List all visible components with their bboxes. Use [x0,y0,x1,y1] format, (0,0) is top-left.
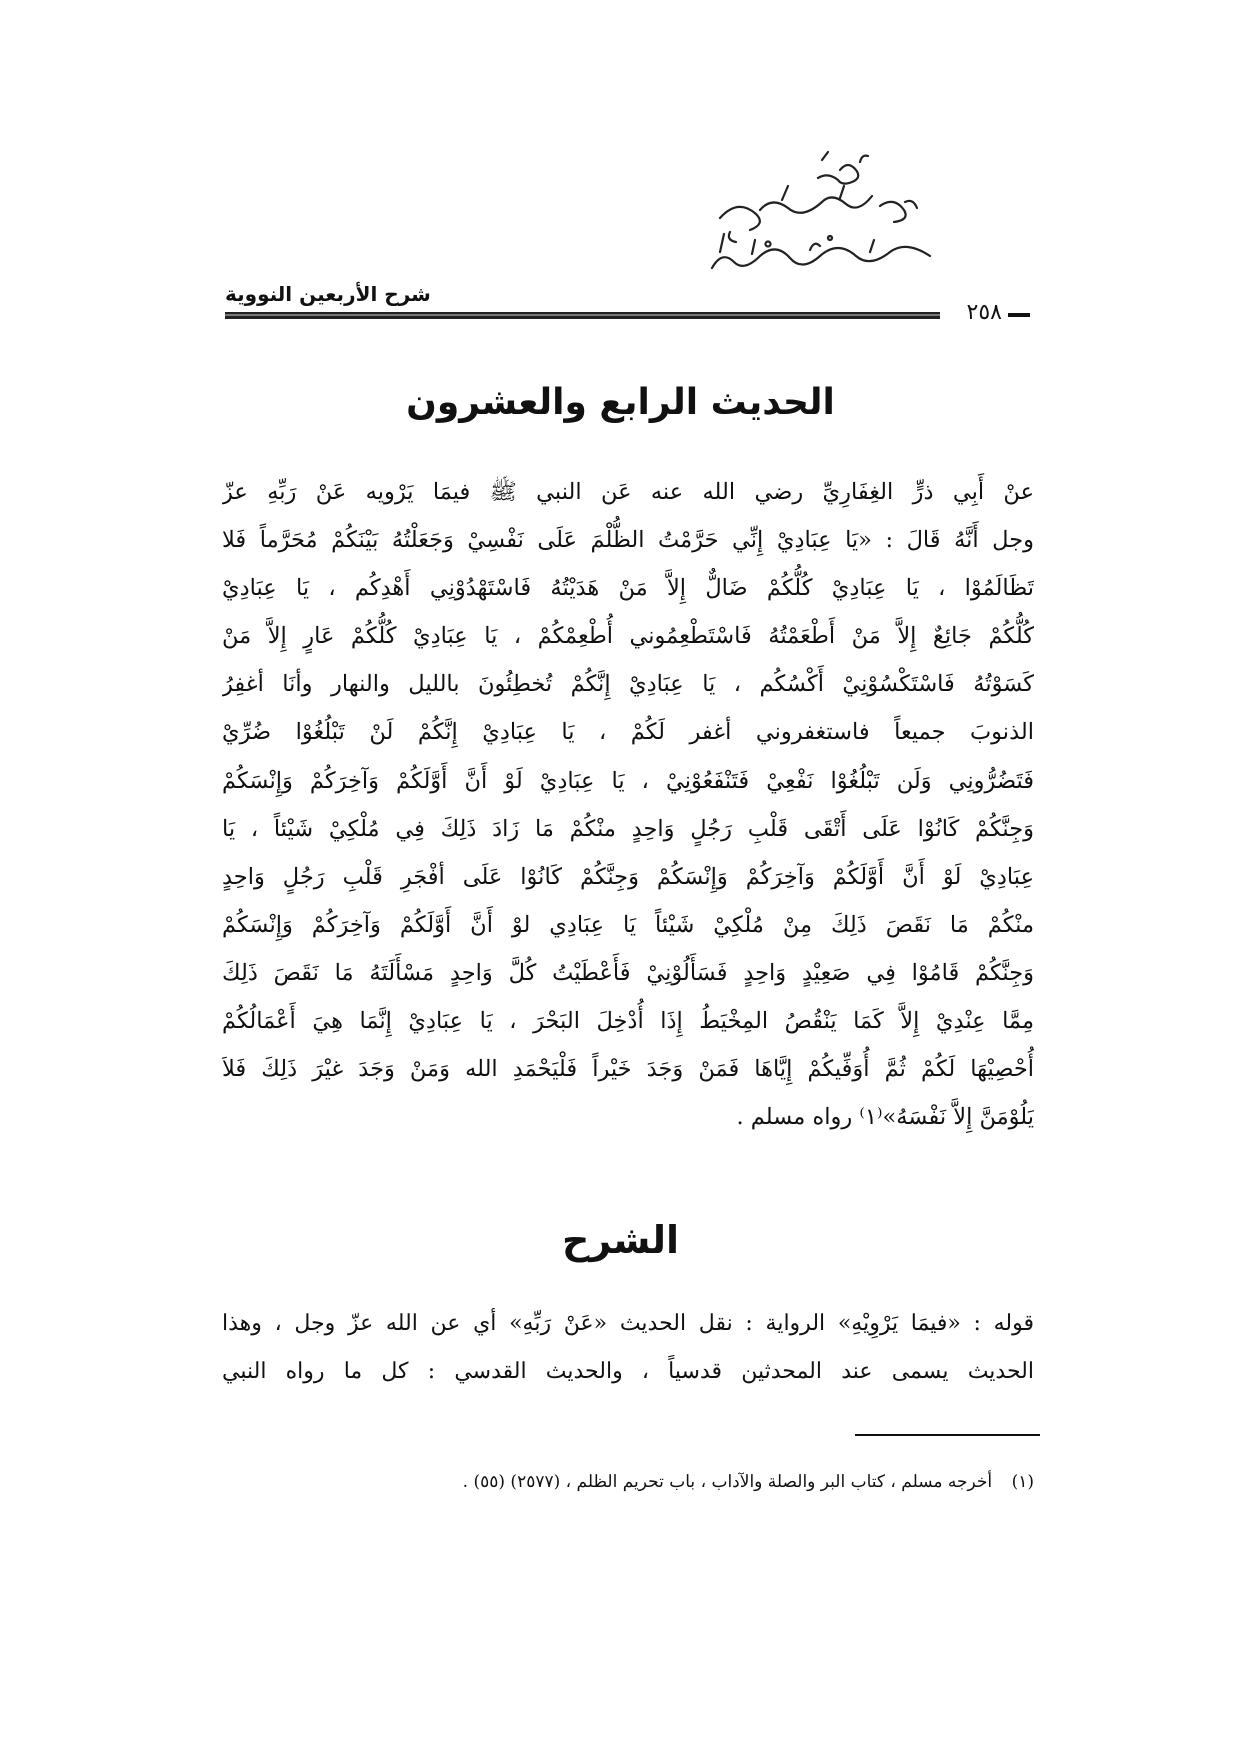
hadith-line: الذنوبَ جميعاً فاستغفروني أغفر لَكُمْ ، يَا عِبَادِيْ إِنَّكُمْ لَنْ تَبْلُغُوْا ضُرِّيْ [222,719,1034,746]
hadith-line: كُلُّكُمْ جَائِعٌ إِلاَّ مَنْ أَطْعَمْتُهُ فَاسْتَطْعِمُوني أُطْعِمْكُمْ ، يَا عِبَادِيْ كُلُّكُمْ عَارٍ إِلاَّ مَنْ [222,623,1034,650]
commentary-line: قوله : «فيمَا يَرْوِيْهِ» الرواية : نقل الحديث «عَنْ رَبِّهِ» أي عن الله عزّ وجل ، وهذا [222,1311,1034,1336]
commentary-text [222,1300,1034,1396]
hadith-line: منْكُمْ مَا نَقَصَ ذَلِكَ مِنْ مُلْكِيْ شَيْئاً يَا عِبَادِي لوْ أَنَّ أَوَّلَكُمْ وَآخِرَكُمْ وَإِنْسَكُمْ [222,911,1034,938]
hadith-line: مِمَّا عِنْدِيْ إِلاَّ كَمَا يَنْقُصُ المِخْيَطُ إِذَا أُدْخِلَ البَحْرَ ، يَا عِبَادِيْ إِنَّمَا هِيَ أَعْمَالُكُمْ [222,1008,1034,1035]
hadith-line: وَجِنَّكُمْ قَامُوْا فِي صَعِيْدٍ وَاحِدٍ فَسَأَلُوْنِيْ فَأَعْطَيْتُ كُلَّ وَاحِدٍ مَسْأَلَتَهُ مَا نَقَصَ ذَلِكَ [222,959,1034,986]
header-rule [225,312,940,319]
hadith-line: عِبَادِيْ لَوْ أَنَّ أَوَّلَكُمْ وَآخِرَكُمْ وَإِنْسَكُمْ وَجِنَّكُمْ كَانُوْا عَلَى أفْجَرِ قَلْبِ رَجُلٍ وَاحِدٍ [222,863,1034,890]
hadith-line: وجل أَنَّهُ قَالَ : «يَا عِبَادِيْ إِنِّي حَرَّمْتُ الظُّلْمَ عَلَى نَفْسِيْ وَجَعَلْتُهُ بَيْنَكُمْ مُحَرَّماً فَلا [222,527,1034,554]
footnote-text: أخرجه مسلم ، كتاب البر والصلة والآداب ، باب تحريم الظلم ، (٢٥٧٧) (٥٥) . [462,1472,993,1492]
section-heading: الشرح [562,1218,679,1262]
hadith-line: عنْ أَبِي ذرٍّ الغِفَارِيِّ رضي الله عنه عَن النبي ﷺ فيمَا يَرْويه عَنْ رَبِّهِ عزّ [222,479,1034,505]
header-rule-end [1008,313,1030,317]
footnote [222,1472,1034,1492]
page-number: ٢٥٨ [966,300,1002,325]
hadith-line: فَتَضُرُّونِي وَلَن تَبْلُغُوْا نَفْعِيْ فَتَنْفَعُوْنِيْ ، يَا عِبَادِيْ لَوْ أَنَّ أَوَّلَكُمْ وَآخِرَكُمْ وَإِنْسَكُمْ [222,767,1034,794]
hadith-line: أُحْصِيْهَا لَكُمْ ثُمَّ أُوَفِّيكُمْ إِيَّاهَا فَمَنْ وَجَدَ خَيْراً فَلْيَحْمَدِ الله وَمَنْ وَجَدَ غيْرَ ذَلِكَ فَلاَ [222,1056,1034,1083]
hadith-line: تَظَالَمُوْا ، يَا عِبَادِيْ كُلُّكُمْ ضَالٌّ إِلاَّ مَنْ هَدَيْتُهُ فَاسْتَهْدُوْنِي أَهْدِكُم ، يَا عِبَادِيْ [222,575,1034,602]
running-header [225,282,1030,325]
commentary-line: الحديث يسمى عند المحدثين قدسياً ، والحديث القدسي : كل ما رواه النبي [222,1359,1034,1384]
hadith-line: كَسَوْتُهُ فَاسْتَكْسُوْنِيْ أَكْسُكُم ، يَا عِبَادِيْ إِنَّكُمْ تُخطِئُونَ بالليل والنهار وأنَا أغفِرُ [222,671,1034,698]
chapter-title: الحديث الرابع والعشرون [406,382,835,423]
hadith-line: وَجِنَّكُمْ كَانُوْا عَلَى أَتْقَى قَلْبِ رَجُلٍ وَاحِدٍ منْكُمْ مَا زَادَ ذَلِكَ فِي مُلْكِيْ شَيْئاً ، يَا [222,815,1034,842]
hadith-text [222,468,1034,1141]
hadith-line: يَلُوْمَنَّ إِلاَّ نَفْسَهُ»⁽١⁾ رواه مسلم . [736,1104,1034,1131]
footnote-number: (١) [1011,1472,1034,1492]
footnote-rule [855,1434,1040,1436]
header-title: شرح الأربعين النووية [225,282,431,306]
